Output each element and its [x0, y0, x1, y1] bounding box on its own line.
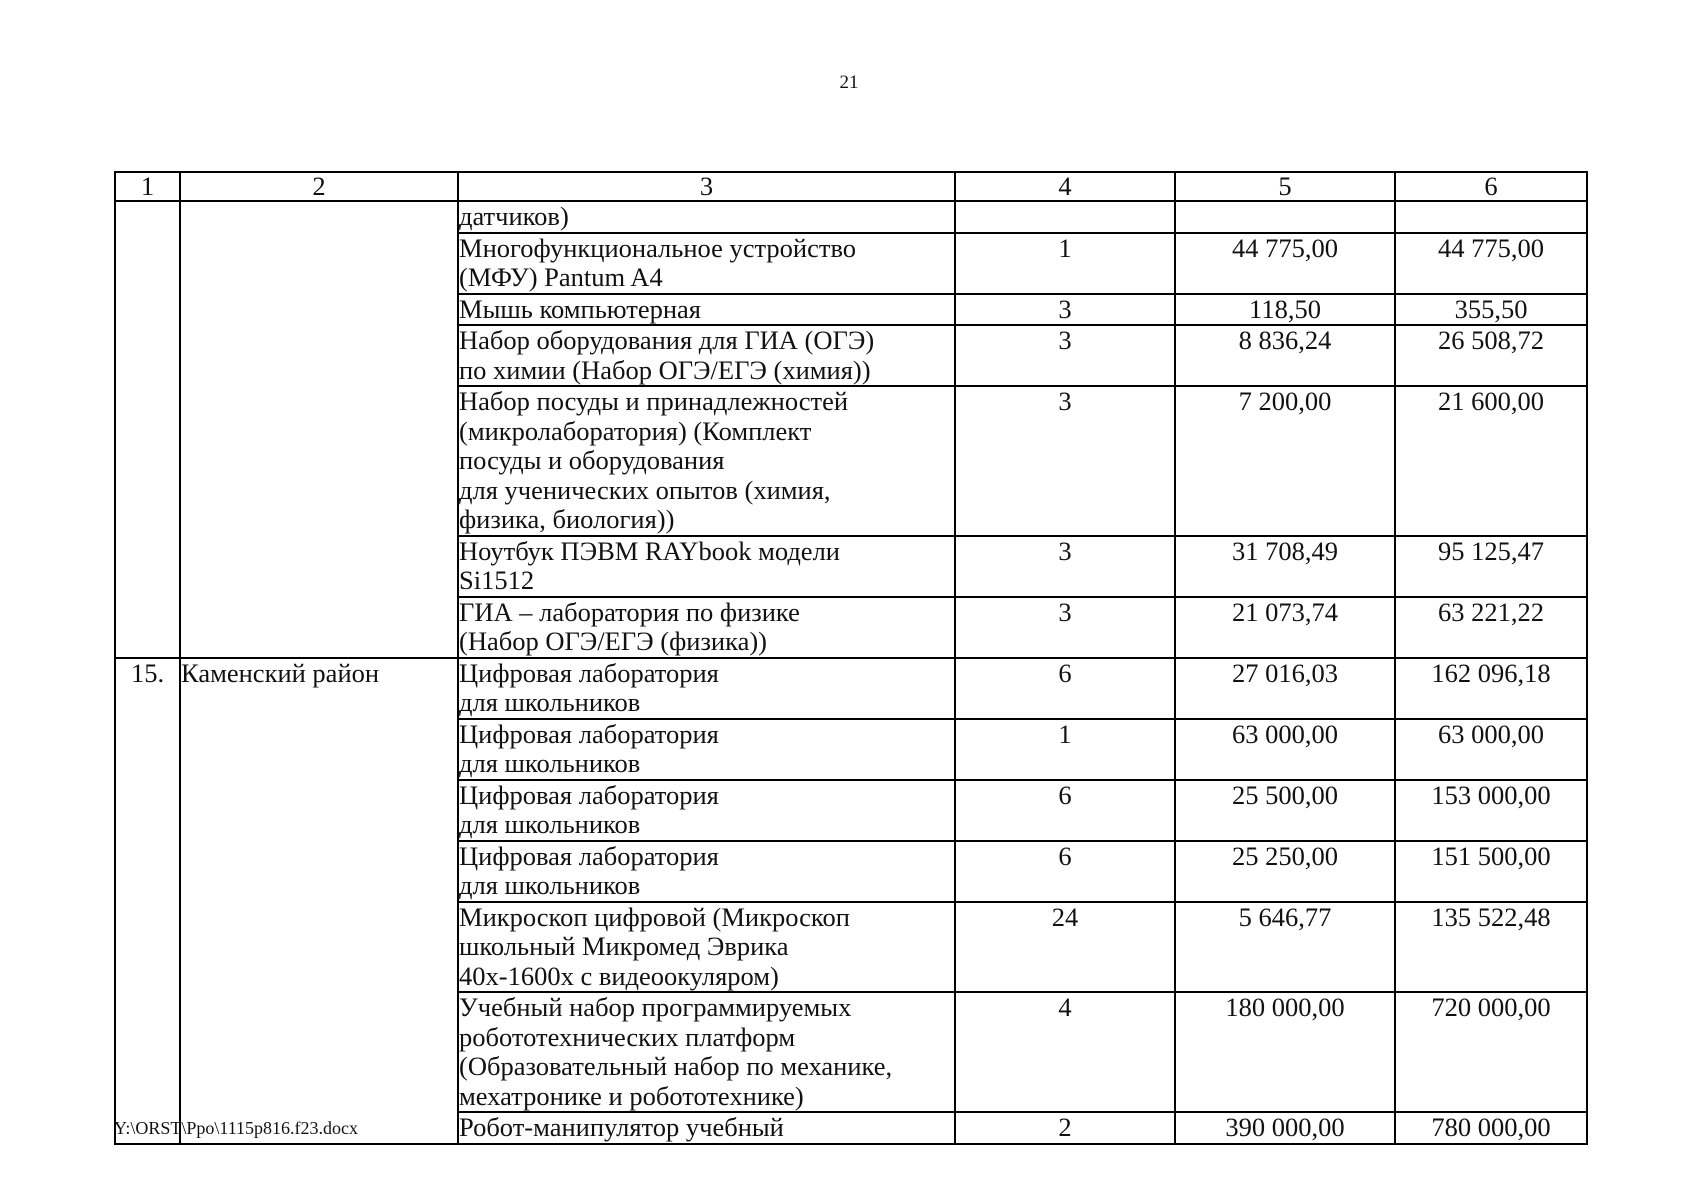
item-unit-price-cell: 25 500,00: [1175, 780, 1395, 841]
item-quantity-cell: 3: [955, 536, 1175, 597]
item-total-cell: 355,50: [1395, 294, 1587, 326]
header-row: [115, 172, 1587, 201]
item-total-cell: 63 000,00: [1395, 719, 1587, 780]
item-name-cell: Цифровая лаборатория для школьников: [458, 780, 955, 841]
item-unit-price-cell: 31 708,49: [1175, 536, 1395, 597]
item-name-cell: Мышь компьютерная: [458, 294, 955, 326]
item-quantity-cell: 1: [955, 233, 1175, 294]
item-unit-price-cell: 63 000,00: [1175, 719, 1395, 780]
item-total-cell: 26 508,72: [1395, 325, 1587, 386]
item-name-cell: Робот-манипулятор учебный: [458, 1112, 955, 1144]
equipment-table: [114, 171, 1588, 1145]
item-name-cell: Цифровая лаборатория для школьников: [458, 719, 955, 780]
item-name-cell: Цифровая лаборатория для школьников: [458, 658, 955, 719]
item-quantity-cell: 6: [955, 658, 1175, 719]
item-quantity-cell: 24: [955, 902, 1175, 993]
table-row: [115, 658, 1587, 719]
row-number-cell: 15.: [115, 658, 180, 1144]
item-quantity-cell: 3: [955, 597, 1175, 658]
header-col-1: 1: [115, 172, 180, 201]
item-quantity-cell: 3: [955, 294, 1175, 326]
header-col-5: 5: [1175, 172, 1395, 201]
item-total-cell: 151 500,00: [1395, 841, 1587, 902]
item-total-cell: 95 125,47: [1395, 536, 1587, 597]
item-quantity-cell: 4: [955, 992, 1175, 1112]
item-unit-price-cell: 27 016,03: [1175, 658, 1395, 719]
table-body: [115, 201, 1587, 1144]
table-row: [115, 201, 1587, 233]
header-col-3: 3: [458, 172, 955, 201]
item-name-cell: ГИА – лаборатория по физике (Набор ОГЭ/ЕГЭ (физика)): [458, 597, 955, 658]
item-total-cell: 63 221,22: [1395, 597, 1587, 658]
item-unit-price-cell: 180 000,00: [1175, 992, 1395, 1112]
item-quantity-cell: 2: [955, 1112, 1175, 1144]
item-quantity-cell: 3: [955, 386, 1175, 536]
item-quantity-cell: 6: [955, 780, 1175, 841]
item-total-cell: 780 000,00: [1395, 1112, 1587, 1144]
item-quantity-cell: 1: [955, 719, 1175, 780]
item-unit-price-cell: 44 775,00: [1175, 233, 1395, 294]
district-cell: [180, 201, 458, 658]
item-unit-price-cell: 25 250,00: [1175, 841, 1395, 902]
header-col-4: 4: [955, 172, 1175, 201]
item-total-cell: 162 096,18: [1395, 658, 1587, 719]
item-unit-price-cell: 8 836,24: [1175, 325, 1395, 386]
item-name-cell: Микроскоп цифровой (Микроскоп школьный Микромед Эврика 40х-1600х с видеоокуляром): [458, 902, 955, 993]
item-name-cell: датчиков): [458, 201, 955, 233]
row-number-cell: [115, 201, 180, 658]
item-total-cell: 135 522,48: [1395, 902, 1587, 993]
footer-file-path: Y:\ORST\Ppo\1115p816.f23.docx: [114, 1118, 359, 1138]
item-total-cell: 21 600,00: [1395, 386, 1587, 536]
item-total-cell: 44 775,00: [1395, 233, 1587, 294]
header-col-6: 6: [1395, 172, 1587, 201]
item-quantity-cell: 6: [955, 841, 1175, 902]
item-quantity-cell: [955, 201, 1175, 233]
item-unit-price-cell: 7 200,00: [1175, 386, 1395, 536]
item-name-cell: Набор посуды и принадлежностей (микролаборатория) (Комплект посуды и оборудования для ученических опытов (химия, физика, биология)): [458, 386, 955, 536]
district-cell: Каменский район: [180, 658, 458, 1144]
item-unit-price-cell: 21 073,74: [1175, 597, 1395, 658]
item-unit-price-cell: 5 646,77: [1175, 902, 1395, 993]
item-quantity-cell: 3: [955, 325, 1175, 386]
header-col-2: 2: [180, 172, 458, 201]
item-name-cell: Многофункциональное устройство (МФУ) Pantum A4: [458, 233, 955, 294]
item-unit-price-cell: 390 000,00: [1175, 1112, 1395, 1144]
item-total-cell: [1395, 201, 1587, 233]
item-total-cell: 720 000,00: [1395, 992, 1587, 1112]
item-name-cell: Ноутбук ПЭВМ RAYbook модели Si1512: [458, 536, 955, 597]
page-number: 21: [839, 72, 859, 93]
item-unit-price-cell: 118,50: [1175, 294, 1395, 326]
item-unit-price-cell: [1175, 201, 1395, 233]
item-name-cell: Учебный набор программируемых робототехнических платформ (Образовательный набор по механике, мехатронике и робототехнике): [458, 992, 955, 1112]
item-total-cell: 153 000,00: [1395, 780, 1587, 841]
item-name-cell: Набор оборудования для ГИА (ОГЭ) по химии (Набор ОГЭ/ЕГЭ (химия)): [458, 325, 955, 386]
item-name-cell: Цифровая лаборатория для школьников: [458, 841, 955, 902]
